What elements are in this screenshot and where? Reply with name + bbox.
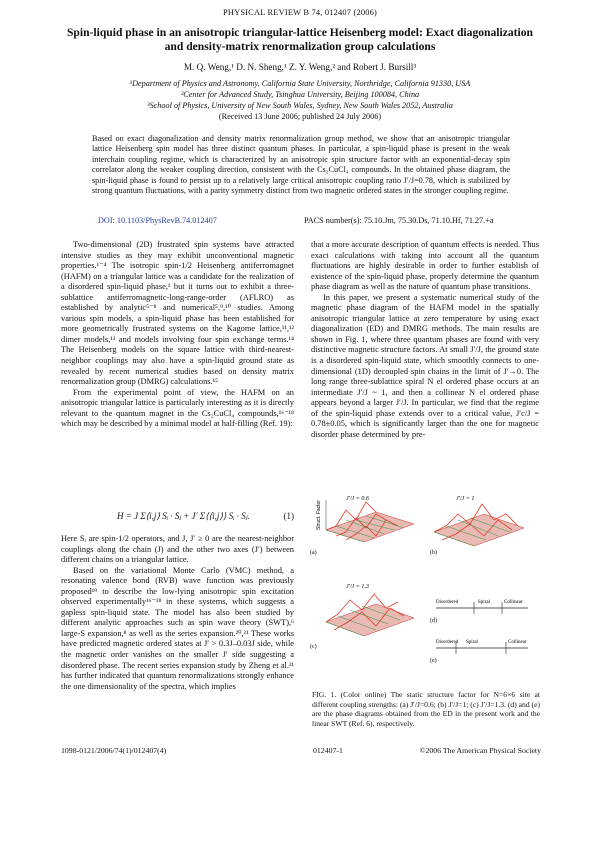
equation-number: (1) — [283, 511, 294, 521]
panel-title-c: J′/J = 1.3 — [346, 584, 369, 590]
received-dates: (Received 13 June 2006; published 24 July 2006) — [218, 112, 382, 121]
phase-label-collinear-e: Collinear — [508, 640, 527, 645]
affiliations — [40, 78, 560, 111]
page-footer — [61, 746, 541, 757]
pacs-numbers: PACS number(s): 75.10.Jm, 75.30.Ds, 71.10.Hf, 71.27.+a — [304, 216, 494, 225]
panel-label-e: (e) — [430, 658, 437, 664]
left-column-bottom — [61, 534, 294, 692]
paragraph: that a more accurate description of quantum effects is needed. Thus exact calculations with taking into account all the quantum fluctuations are highly desirable in order to further establish of existence of the spin-liquid phase, properly determine the quantum phase diagram as well as the nature of quantum phase transitions. — [311, 240, 539, 292]
phase-diagram-e — [430, 640, 528, 664]
phase-label-spiral-d: Spiral — [478, 600, 490, 605]
paragraph: Based on the variational Monte Carlo (VMC) method, a resonating valence bond (RVB) wave function was previously proposed¹⁹ to describe the low-lying anisotropic spin excitation observed experimentally¹⁶⁻¹⁸ in these systems, which suggests a gapless spin-liquid state. The model has also been studied by different analytic approaches such as spin wave theory (SWT),⁶ large-S expansion,⁸ as well as the series expansion.²⁰,²¹ These works have predicted magnetic ordered states at J′ > 0.3J–0.03J side, while the magnetic order vanishes on the smaller J′ side suggesting a disordered phase. The recent series expansion study by Zheng et al.²¹ has further indicated that quantum renormalizations strongly enhance the one dimensionality of the spectra, which implies — [61, 565, 294, 691]
abstract: Based on exact diagonalization and density matrix renormalization group method, we show that an anisotropic triangular lattice Heisenberg spin model has three distinct quantum phases. In particular, a spin-liquid phase is present in the weak interchain coupling regime, which is characterized by an anisotropic spin structure factor with an exponential-decay spin correlator along the weaker coupling direction, consistent with the Cs₂CuCl₄ compounds. In the obtained phase diagram, the spin-liquid phase is found to persist up to a relatively large critical anisotropic coupling ratio J′/J=0.78, which is stabilized by strong quantum fluctuations, with a parity symmetry distinct from two magnetic ordered states in the stronger coupling regime. — [92, 134, 510, 196]
surface-plot-a — [310, 496, 414, 556]
title-line-2: and density-matrix renormalization group calculations — [164, 40, 436, 53]
phase-label-collinear-d: Collinear — [504, 600, 523, 605]
paragraph: In this paper, we present a systematic numerical study of the magnetic phase diagram of the HAFM model in the spatially anisotropic triangular lattice at zero temperature by using exact diagonalization (ED) and DMRG methods. The main results are shown in Fig. 1, where three quantum phases are found with very distinctive magnetic structure factors. At small J′/J, the ground state is a disordered spin-liquid state, which smoothly connects to one-dimensional (1D) decoupled spin chains in the limit of J′→0. The long range three-sublattice spiral N el ordered phase occurs at an intermediate J′/J ~ 1, and then a collinear N el ordered phase appears beyond a larger J′/J. In particular, we find that the regime of the spin-liquid phase extends over to a critical value, J′c/J = 0.78±0.05, which is significantly larger than the one for magnetic disorder phase determined by pre- — [311, 292, 539, 439]
affiliation-1: ¹Department of Physics and Astronomy, California State University, Northridge, California 91330, USA — [129, 79, 471, 88]
panel-label-d: (d) — [430, 618, 437, 624]
right-column — [311, 240, 539, 440]
phase-diagram-d — [430, 600, 528, 624]
axis-label-a: Struct. Factor — [316, 499, 322, 530]
doi-pacs-row — [98, 216, 508, 227]
affiliation-2: ²Center for Advanced Study, Tsinghua University, Beijing 100084, China — [180, 90, 420, 99]
footer-left: 1098-0121/2006/74(1)/012407(4) — [61, 746, 167, 755]
panel-title-a: J′/J = 0.6 — [346, 496, 369, 502]
left-column-top — [61, 240, 294, 430]
paragraph: Two-dimensional (2D) frustrated spin systems have attracted intensive studies as they may exhibit unconventional magnetic properties.¹⁻⁴ The isotropic spin-1/2 Heisenberg antiferromagnet (HAFM) on a triangular lattice was a candidate for the realization of a disordered spin-liquid phase,¹ but it turns out to exhibit a three-sublattice antiferromagnetic-long-range-order (AFLRO) as established by analytic⁵⁻⁸ and numerical⁵,⁹,¹⁰ studies. Among various spin models, a spin-liquid phase has been established for more geometrically frustrated systems on the Kagome lattice,¹¹,¹² dimer models,¹³ and models involving four spin exchange terms.¹⁴ The Heisenberg models on the square lattice with third-nearest-neighbor couplings may also have a spin-liquid ground state as revealed by recent numerical studies based on density matrix renormalization group (DMRG) calculations.¹⁵ — [61, 240, 294, 387]
panel-label-c: (c) — [310, 644, 317, 650]
figure-1-graphic — [306, 490, 540, 690]
equation-body: H = J Σ⟨i,j⟩ Sᵢ · Sⱼ + J′ Σ⟨⟨i,j⟩⟩ Sᵢ · Sⱼ. — [117, 511, 250, 521]
figure-caption: FIG. 1. (Color online) The static structure factor for N=6×6 site at different coupling strengths: (a) J′/J=0.6; (b) J′/J=1; (c) J′/J=1.3. (d) and (e) are the phase diagrams obtained from the ED in the present work and the linear SWT (Ref. 6), respectively. — [312, 690, 540, 728]
affiliation-3: ³School of Physics, University of New South Wales, Sydney, New South Wales 2052, Australia — [147, 101, 453, 110]
title-line-1: Spin-liquid phase in an anisotropic triangular-lattice Heisenberg model: Exact diagonalization — [66, 26, 534, 39]
panel-label-a: (a) — [310, 550, 317, 556]
paragraph: From the experimental point of view, the HAFM on an anisotropic triangular lattice is particularly interesting as it is directly relevant to the quantum magnet in the Cs₂CuCl₄ compounds,¹⁶⁻¹⁸ which may be described by a minimal model at half-filling (Ref. 19): — [61, 387, 294, 429]
figure-1 — [306, 490, 540, 860]
footer-copyright: ©2006 The American Physical Society — [419, 746, 541, 755]
equation-1 — [61, 508, 294, 530]
author-list: M. Q. Weng,¹ D. N. Sheng,¹ Z. Y. Weng,² and Robert J. Bursill³ — [183, 62, 417, 72]
running-head: PHYSICAL REVIEW B 74, 012407 (2006) — [222, 8, 378, 17]
phase-label-spiral-e: Spiral — [466, 640, 478, 645]
panel-label-b: (b) — [430, 550, 437, 556]
surface-plot-b — [430, 496, 524, 556]
phase-label-disordered-d: Disordered — [436, 600, 459, 605]
panel-title-b: J′/J = 1 — [456, 496, 475, 502]
surface-plot-c — [310, 584, 414, 650]
paper-title — [40, 26, 560, 54]
doi-link[interactable]: DOI: 10.1103/PhysRevB.74.012407 — [98, 216, 217, 225]
paragraph: Here Sᵢ are spin-1/2 operators, and J, J′ ≥ 0 are the nearest-neighbor couplings along the chain (J) and the other two axes (J′) between different chains on a triangular lattice. — [61, 534, 294, 565]
phase-label-disordered-e: Disordered — [436, 640, 459, 645]
footer-page-id: 012407-1 — [313, 746, 343, 755]
